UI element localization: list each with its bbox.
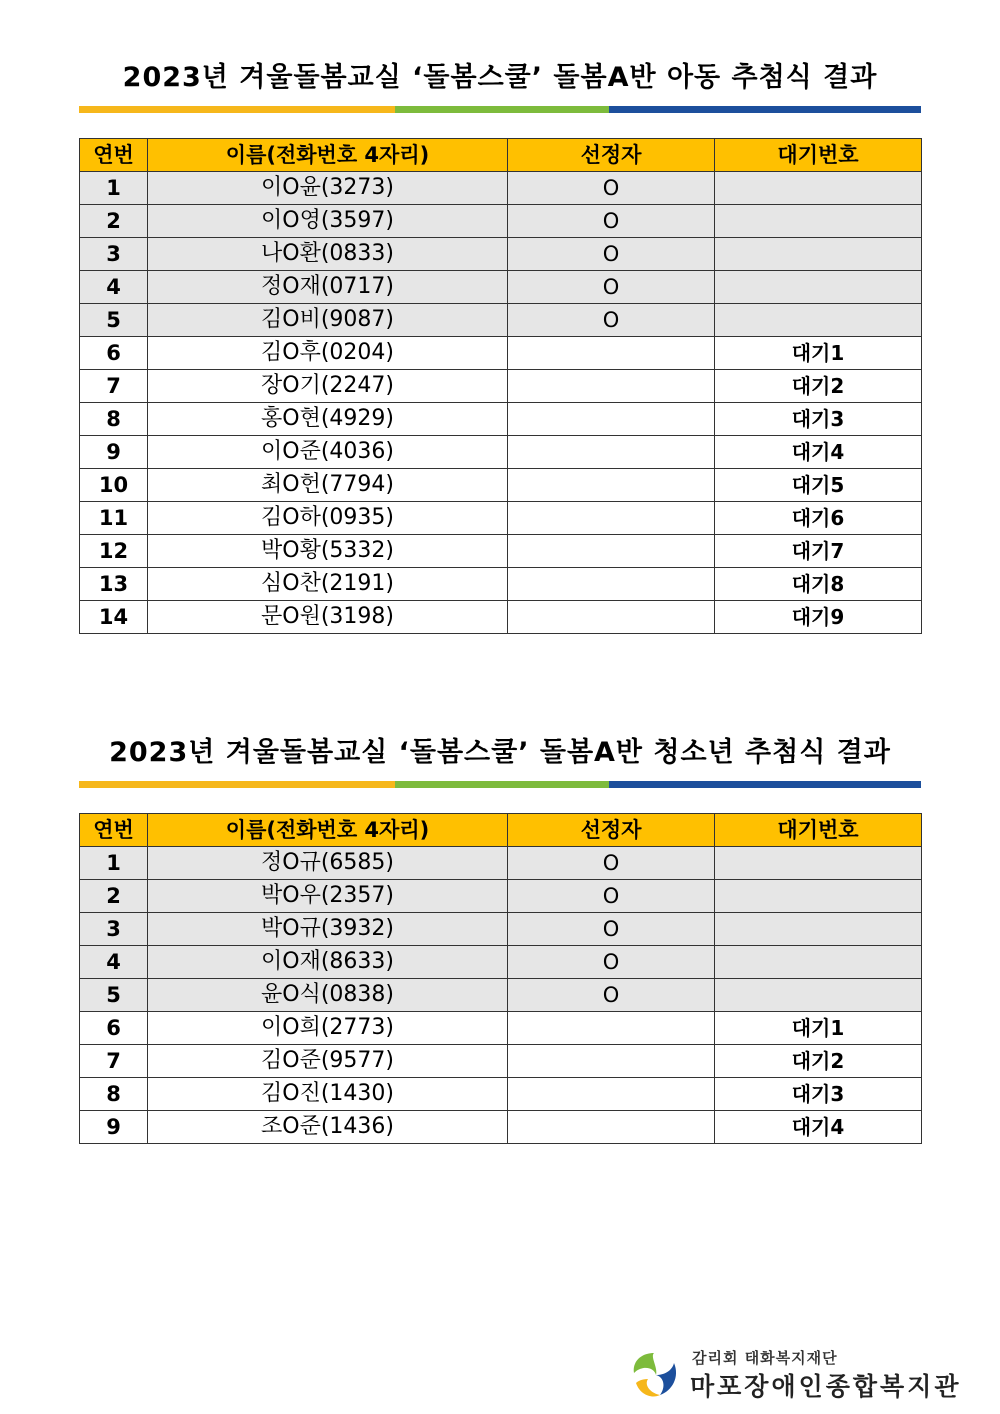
row-name: 최O헌(7794) — [148, 469, 508, 502]
row-waiting-number — [715, 205, 922, 238]
row-selected-mark — [508, 337, 715, 370]
row-number: 1 — [80, 172, 148, 205]
row-name: 김O하(0935) — [148, 502, 508, 535]
row-waiting-number: 대기1 — [715, 1012, 922, 1045]
row-number: 3 — [80, 913, 148, 946]
section-title: 2023년 겨울돌봄교실 ‘돌봄스쿨’ 돌봄A반 청소년 추첨식 결과 — [109, 737, 891, 768]
row-waiting-number — [715, 913, 922, 946]
row-selected-mark — [508, 436, 715, 469]
row-name: 조O준(1436) — [148, 1111, 508, 1144]
row-number: 11 — [80, 502, 148, 535]
table-row — [80, 436, 922, 469]
results-table — [79, 813, 922, 1144]
row-number: 1 — [80, 847, 148, 880]
row-waiting-number: 대기5 — [715, 469, 922, 502]
row-number: 9 — [80, 1111, 148, 1144]
header-name: 이름(전화번호 4자리) — [148, 139, 508, 172]
row-name: 장O기(2247) — [148, 370, 508, 403]
results-table — [79, 138, 922, 634]
row-name: 김O진(1430) — [148, 1078, 508, 1111]
header-no: 연번 — [80, 814, 148, 847]
row-name: 박O우(2357) — [148, 880, 508, 913]
section-youth — [79, 731, 921, 1144]
row-name: 박O황(5332) — [148, 535, 508, 568]
header-selected: 선정자 — [508, 814, 715, 847]
stripe-blue — [609, 781, 921, 788]
row-selected-mark: O — [508, 238, 715, 271]
table-row — [80, 568, 922, 601]
row-name: 김O후(0204) — [148, 337, 508, 370]
row-name: 이O희(2773) — [148, 1012, 508, 1045]
row-number: 9 — [80, 436, 148, 469]
table-header-row — [80, 139, 922, 172]
table-row — [80, 880, 922, 913]
stripe-blue — [609, 106, 921, 113]
table-row — [80, 469, 922, 502]
row-waiting-number — [715, 979, 922, 1012]
row-selected-mark — [508, 535, 715, 568]
row-number: 2 — [80, 880, 148, 913]
row-number: 7 — [80, 1045, 148, 1078]
table-row — [80, 913, 922, 946]
stripe-green — [395, 781, 609, 788]
row-waiting-number — [715, 238, 922, 271]
row-selected-mark: O — [508, 880, 715, 913]
row-number: 14 — [80, 601, 148, 634]
row-number: 8 — [80, 403, 148, 436]
table-row — [80, 403, 922, 436]
row-selected-mark: O — [508, 172, 715, 205]
row-number: 7 — [80, 370, 148, 403]
row-waiting-number: 대기2 — [715, 1045, 922, 1078]
row-name: 정O규(6585) — [148, 847, 508, 880]
header-name: 이름(전화번호 4자리) — [148, 814, 508, 847]
table-row — [80, 1078, 922, 1111]
row-waiting-number — [715, 946, 922, 979]
row-name: 정O재(0717) — [148, 271, 508, 304]
table-row — [80, 205, 922, 238]
row-selected-mark — [508, 1078, 715, 1111]
table-row — [80, 172, 922, 205]
row-waiting-number: 대기7 — [715, 535, 922, 568]
table-row — [80, 847, 922, 880]
table-row — [80, 1012, 922, 1045]
header-waiting: 대기번호 — [715, 139, 922, 172]
taiwha-swirl-logo-icon — [628, 1349, 680, 1401]
table-body — [80, 847, 922, 1144]
row-selected-mark — [508, 1045, 715, 1078]
row-name: 심O찬(2191) — [148, 568, 508, 601]
row-number: 12 — [80, 535, 148, 568]
org-subtitle: 감리회 태화복지재단 — [692, 1349, 838, 1367]
table-row — [80, 1111, 922, 1144]
row-waiting-number: 대기8 — [715, 568, 922, 601]
row-waiting-number: 대기1 — [715, 337, 922, 370]
org-name: 마포장애인종합복지관 — [690, 1372, 962, 1401]
footer-logo — [628, 1345, 962, 1405]
table-row — [80, 304, 922, 337]
row-waiting-number: 대기4 — [715, 436, 922, 469]
row-number: 2 — [80, 205, 148, 238]
row-selected-mark — [508, 370, 715, 403]
row-waiting-number — [715, 880, 922, 913]
row-number: 3 — [80, 238, 148, 271]
table-row — [80, 946, 922, 979]
row-number: 13 — [80, 568, 148, 601]
row-name: 윤O식(0838) — [148, 979, 508, 1012]
row-number: 6 — [80, 1012, 148, 1045]
row-name: 이O준(4036) — [148, 436, 508, 469]
row-name: 김O준(9577) — [148, 1045, 508, 1078]
header-no: 연번 — [80, 139, 148, 172]
row-name: 김O비(9087) — [148, 304, 508, 337]
row-number: 10 — [80, 469, 148, 502]
row-selected-mark: O — [508, 913, 715, 946]
row-selected-mark: O — [508, 304, 715, 337]
section-children — [79, 56, 921, 634]
row-selected-mark — [508, 1012, 715, 1045]
row-name: 문O원(3198) — [148, 601, 508, 634]
stripe-yellow — [79, 781, 395, 788]
table-row — [80, 1045, 922, 1078]
row-number: 4 — [80, 946, 148, 979]
row-selected-mark: O — [508, 271, 715, 304]
row-selected-mark — [508, 469, 715, 502]
table-row — [80, 979, 922, 1012]
table-row — [80, 502, 922, 535]
row-waiting-number: 대기3 — [715, 403, 922, 436]
stripe-green — [395, 106, 609, 113]
table-body — [80, 172, 922, 634]
title-stripe — [79, 781, 921, 788]
row-waiting-number: 대기3 — [715, 1078, 922, 1111]
row-selected-mark: O — [508, 205, 715, 238]
row-selected-mark — [508, 601, 715, 634]
table-row — [80, 337, 922, 370]
row-waiting-number — [715, 271, 922, 304]
row-waiting-number — [715, 847, 922, 880]
row-number: 6 — [80, 337, 148, 370]
header-waiting: 대기번호 — [715, 814, 922, 847]
section-title: 2023년 겨울돌봄교실 ‘돌봄스쿨’ 돌봄A반 아동 추첨식 결과 — [122, 62, 878, 93]
row-selected-mark: O — [508, 946, 715, 979]
row-name: 박O규(3932) — [148, 913, 508, 946]
table-row — [80, 370, 922, 403]
table-header-row — [80, 814, 922, 847]
row-selected-mark: O — [508, 979, 715, 1012]
row-number: 8 — [80, 1078, 148, 1111]
table-row — [80, 601, 922, 634]
row-selected-mark — [508, 1111, 715, 1144]
row-name: 나O환(0833) — [148, 238, 508, 271]
title-stripe — [79, 106, 921, 113]
row-waiting-number: 대기9 — [715, 601, 922, 634]
row-waiting-number — [715, 172, 922, 205]
table-row — [80, 271, 922, 304]
row-number: 4 — [80, 271, 148, 304]
header-selected: 선정자 — [508, 139, 715, 172]
row-waiting-number: 대기6 — [715, 502, 922, 535]
row-name: 이O재(8633) — [148, 946, 508, 979]
row-name: 홍O현(4929) — [148, 403, 508, 436]
row-number: 5 — [80, 979, 148, 1012]
stripe-yellow — [79, 106, 395, 113]
row-selected-mark: O — [508, 847, 715, 880]
row-waiting-number — [715, 304, 922, 337]
row-number: 5 — [80, 304, 148, 337]
row-selected-mark — [508, 568, 715, 601]
row-waiting-number: 대기4 — [715, 1111, 922, 1144]
row-selected-mark — [508, 502, 715, 535]
row-waiting-number: 대기2 — [715, 370, 922, 403]
row-name: 이O윤(3273) — [148, 172, 508, 205]
table-row — [80, 535, 922, 568]
table-row — [80, 238, 922, 271]
row-name: 이O영(3597) — [148, 205, 508, 238]
row-selected-mark — [508, 403, 715, 436]
